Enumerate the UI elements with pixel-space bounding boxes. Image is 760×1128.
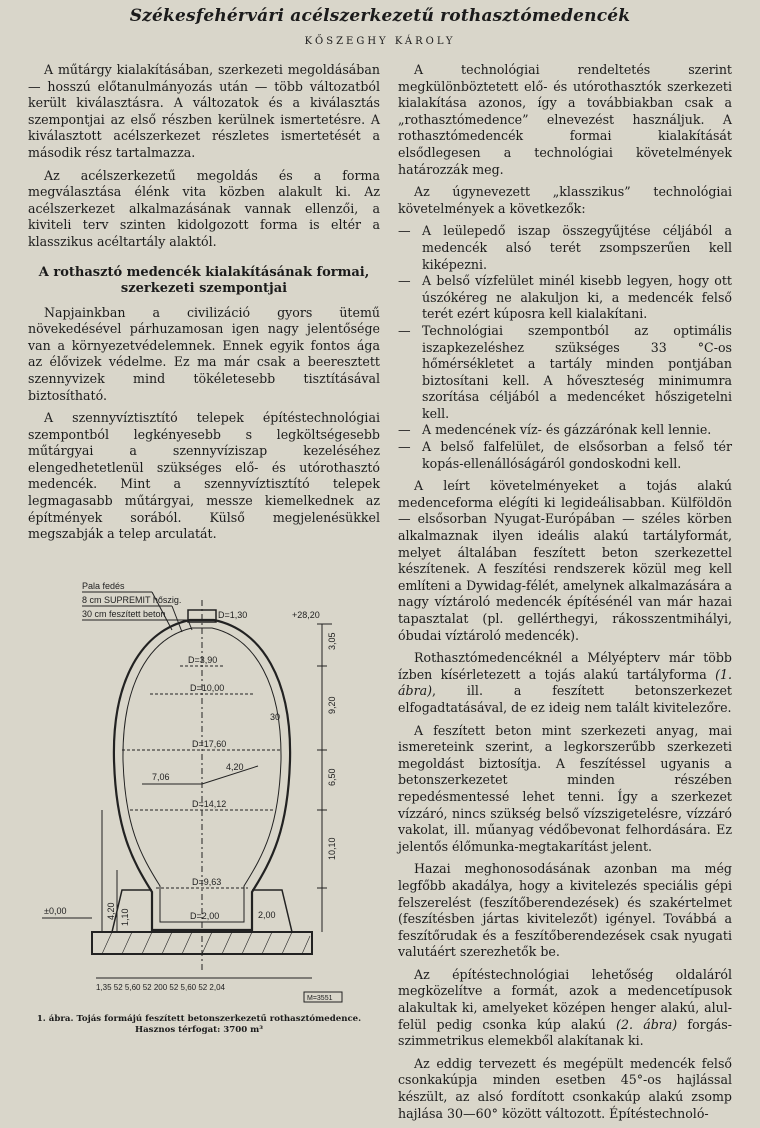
radius-1: 7,06 — [152, 772, 170, 782]
legend-concrete: 30 cm feszített beton — [82, 609, 166, 619]
right-paragraph-4 — [398, 650, 732, 716]
text-span: , ill. a feszített betonszerkezet elfogadtatásával, de ez ideig nem talált kivitelezőre. — [398, 683, 732, 715]
elevation-base: ±0,00 — [44, 906, 67, 916]
right-paragraph-6: Hazai meghonosodásának azonban ma még legfőbb akadálya, hogy a kivitelezés speciális gépi felszerelést (feszítőberendezések) és szakértelmet (feszítésben jártas kivitelezőt) igényel. Továbbá a feszítőrudak és a feszítőberendezések csak nyugati valutáért szerezhetők be. — [398, 861, 732, 960]
article-author: KŐSZEGHY KÁROLY — [304, 36, 456, 47]
left-paragraph-1: A műtárgy kialakításában, szerkezeti megoldásában — hosszú előtanulmányozás után — több változatból került kiválasztásra. A változatok és a kiválasztás szempontjai az első részben kerülnek ismertetésre. A kiválasztott acélszerkezet részletes ismertetését a második rész tartalmazza. — [28, 62, 380, 160]
radius-2: 4,20 — [226, 762, 244, 772]
list-item: — A medencének víz- és gázzárónak kell lennie. — [398, 422, 732, 439]
dim-d1: D=3,90 — [188, 655, 218, 665]
figure-reference: (2. ábra) — [616, 1016, 678, 1032]
radius-3: 2,00 — [258, 910, 276, 920]
right-paragraph-7 — [398, 967, 732, 1050]
right-paragraph-3: A leírt követelményeket a tojás alakú medenceforma elégíti ki legideálisabban. Külföldön — elsősorban Nyugat-Európában — széles körben alkalmaznak ilyen ideális alakú tartályformát, melyet általában feszített beton szerkezettel készítenek. A feszítési rendszerek közül meg kell említeni a Dywidag-félét, amelynek alkalmazására a nagy víztároló medencék építésénél van már hazai tapasztalat (pl. gellérthegyi, rákosszentmihályi, óbudai víztároló medencék). — [398, 478, 732, 643]
text-span: Az építéstechnológiai lehetőség oldaláról megközelítve a formát, azok a medencetípusok alakultak ki, amelyeket középen henger alakú, alul-felül pedig csonka kúp alakú — [398, 966, 732, 1032]
dim-bottom: 1,35 52 5,60 52 200 52 5,60 52 2,04 — [96, 983, 226, 992]
left-paragraph-2: Az acélszerkezetű megoldás és a forma megválasztása élénk vita közben alakult ki. Az acélszerkezet alkalmazásának vannak ellenzői, a kiviteli terv szinten kidolgozott forma is eltér a klasszikus acéltartály alaktól. — [28, 167, 380, 249]
right-column — [398, 62, 732, 1128]
right-paragraph-2: Az úgynevezett „klasszikus” technológiai követelmények a következők: — [398, 184, 732, 216]
dim-top-diameter: D=1,30 — [218, 610, 248, 620]
dim-d4: D=14,12 — [192, 799, 227, 809]
left-paragraph-4: A szennyvíztisztító telepek építéstechnológiai szempontból legkényesebb s legköltségesebb műtárgyai a szennyvíziszap kezeléséhez elengedhetetlenül szükséges elő- és utórothasztó medencék. Mint a szennyvíztisztító telepek legmagasabb műtárgyai, messze kiemelkednek az építmények sorából. Külső megjelenésükkel megszabják a telep arculatát. — [28, 410, 380, 542]
article-title: Székesfehérvári acélszerkezetű rothasztómedencék — [129, 6, 631, 26]
list-item: — A leülepedő iszap összegyűjtése céljából a medencék alsó terét zsompszerűen kell kiképezni. — [398, 223, 732, 273]
dim-d5: D=9,63 — [192, 877, 222, 887]
text-span: Rothasztómedencéknél a Mélyépterv már több ízben kísérletezett a tojás alakú tartályforma — [398, 650, 732, 682]
height-5: 4,20 — [106, 902, 116, 920]
right-paragraph-1: A technológiai rendeltetés szerint megkülönböztetett elő- és utórothasztók szerkezeti kialakítása azonos, így a továbbiakban csak a „rothasztómedence” elnevezést használjuk. A rothasztómedencék formai kialakítását elsődlegesen a technológiai követelmények határozzák meg. — [398, 62, 732, 177]
dim-d6: D=2,00 — [190, 911, 220, 921]
legend-roof: Pala fedés — [82, 581, 125, 591]
list-item: — Technológiai szempontból az optimális iszapkezeléshez szükséges 33 °C-os hőmérsékletet a tartály minden pontjában biztosítani kell. A hőveszteség minimumra szorítása céljából a medencéket hőszigetelni kell. — [398, 323, 732, 423]
figure-caption: 1. ábra. Tojás formájú feszített betonszerkezetű rothasztómedence. Hasznos térfogat: 3700 m³ — [36, 1014, 362, 1035]
requirements-list — [398, 223, 732, 472]
right-paragraph-8: Az eddig tervezett és megépült medencék felső csonkakúpja minden esetben 45°-os hajlással készült, az alsó fordított csonkakúp alakú zsomp hajlása 30—60° között változott. Építéstechnoló- — [398, 1055, 732, 1121]
dim-d2: D=10,00 — [190, 683, 225, 693]
plan-number: M=3551 — [307, 995, 333, 1002]
right-paragraph-5: A feszített beton mint szerkezeti anyag, mai ismereteink szerint, a legkorszerűbb szerkezeti megoldást biztosítja. A feszítéssel ugyanis a betonszerkezetet minden részében repedésmentessé lehet tenni. Így a szerkezet vízzáró, nincs szükség belső vízszigetelésre, vízzáró vakolat, ill. műanyag védőbevonat felhordására. Ez jelentős élőmunka-megtakarítást jelent. — [398, 722, 732, 854]
list-item: — A belső falfelület, de elsősorban a felső tér kopás-ellenállóságáról gondoskodni kell. — [398, 439, 732, 472]
figure-1-drawing — [22, 570, 382, 1016]
dim-d3: D=17,60 — [192, 739, 227, 749]
height-1: 3,05 — [327, 632, 337, 650]
left-column — [28, 62, 380, 549]
legend-insulation: 8 cm SUPREMIT hőszig. — [82, 595, 182, 605]
text-span: forgás-szimmetrikus elemekből alakítanak ki. — [398, 1016, 732, 1049]
height-2: 9,20 — [327, 696, 337, 714]
section-heading: A rothasztó medencék kialakításának formai, szerkezeti szempontjai — [38, 264, 370, 296]
elevation-top: +28,20 — [292, 610, 320, 620]
left-paragraph-3: Napjainkban a civilizáció gyors ütemű növekedésével párhuzamosan igen nagy jelentősége van a környezetvédelemnek. Ennek egyik fontos ága az élővizek védelme. Ez ma már csak a beeresztett szennyvizek mind tökéletesebb tisztításával biztosítható. — [28, 304, 380, 403]
figure-reference: (1. ábra) — [398, 666, 732, 699]
height-3: 6,50 — [327, 768, 337, 786]
wall-thickness: 30 — [270, 712, 281, 722]
list-item: — A belső vízfelület minél kisebb legyen, hogy ott úszókéreg ne alakuljon ki, a medencék felső terét ezért kúposra kell kialakítani. — [398, 273, 732, 323]
height-4: 10,10 — [327, 837, 337, 860]
height-6: 1,10 — [120, 908, 130, 926]
